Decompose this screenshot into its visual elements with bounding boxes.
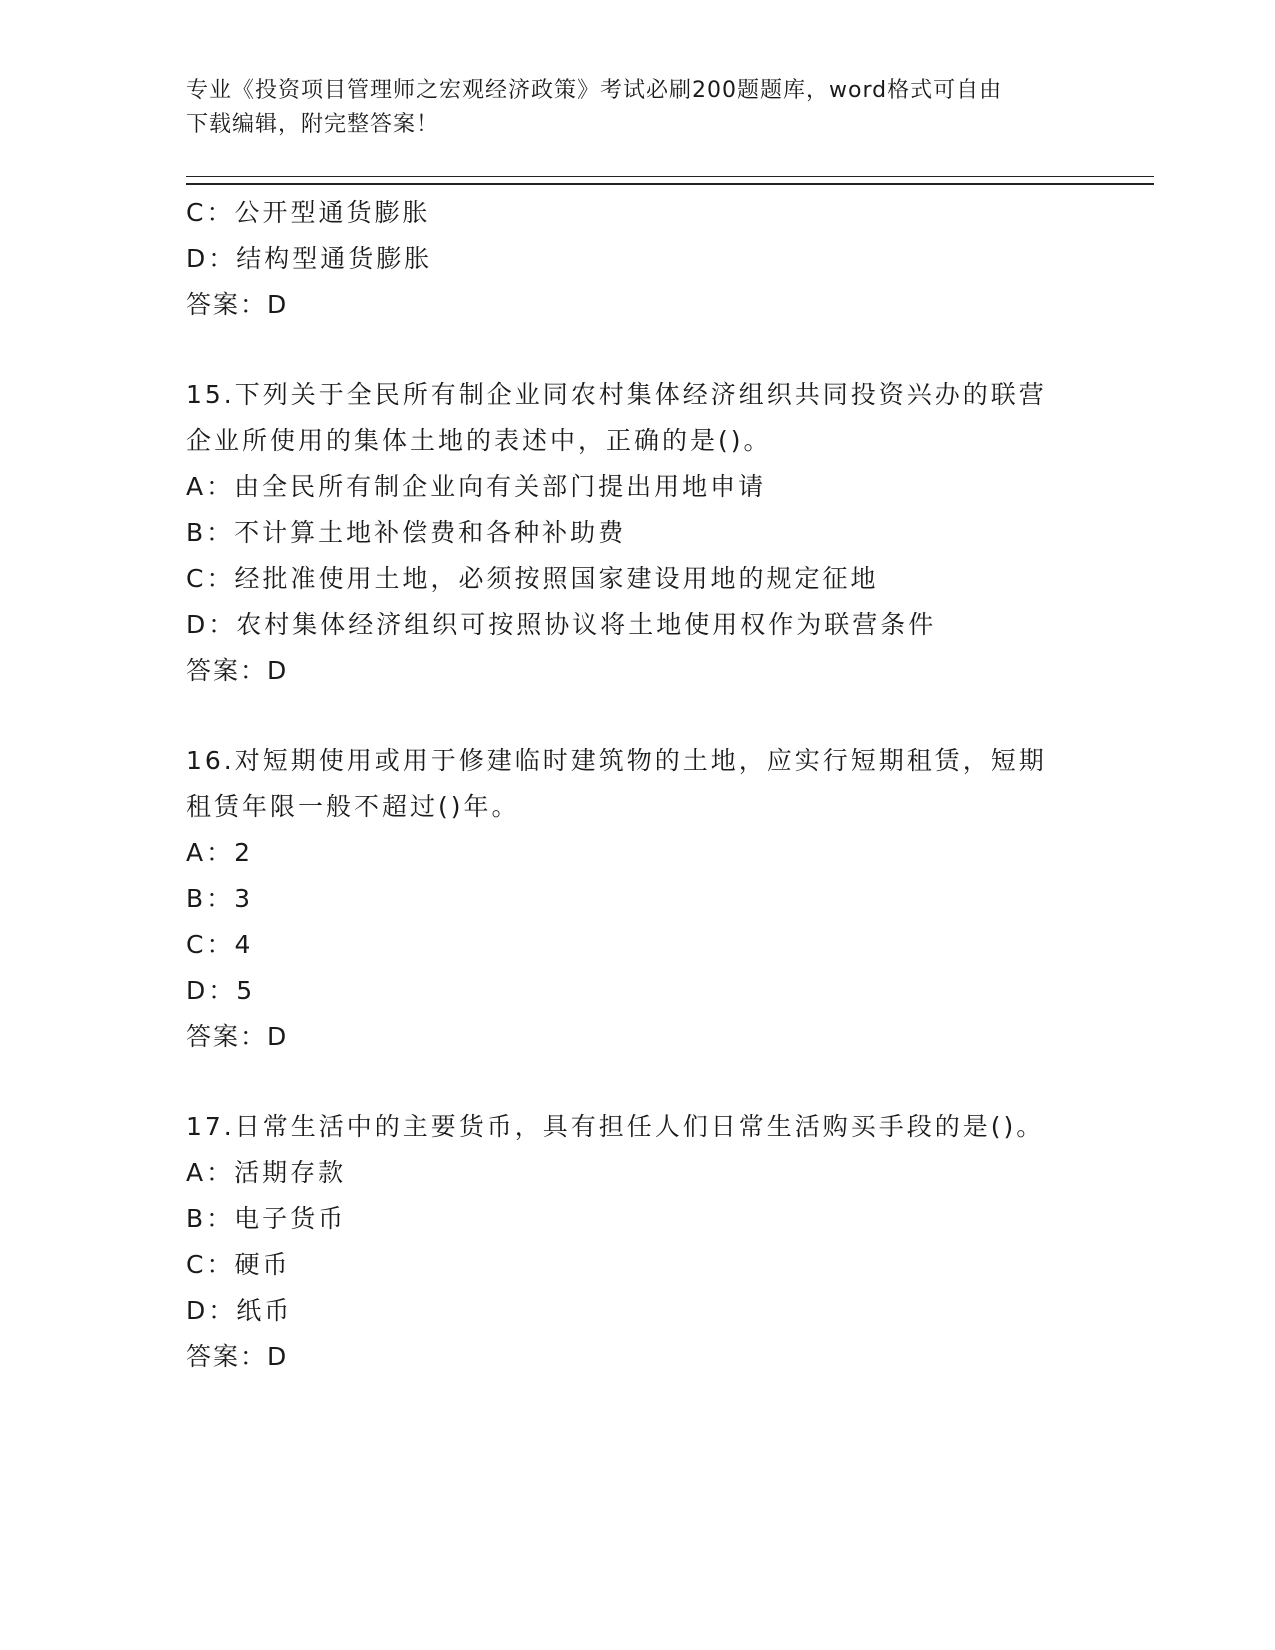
option-d: D：农村集体经济组织可按照协议将土地使用权作为联营条件 (186, 610, 937, 639)
answer-line: 答案：D (186, 1022, 289, 1051)
option-a: A：活期存款 (186, 1158, 347, 1187)
continued-question (186, 190, 1086, 328)
document-header (186, 74, 1066, 142)
option-d: D：5 (186, 976, 256, 1005)
question-text-line: 17.日常生活中的主要货币，具有担任人们日常生活购买手段的是()。 (186, 1112, 1045, 1141)
header-line-2: 下载编辑，附完整答案！ (186, 112, 440, 137)
answer-line: 答案：D (186, 1342, 289, 1371)
option-b: B：3 (186, 884, 254, 913)
question-text-line: 15.下列关于全民所有制企业同农村集体经济组织共同投资兴办的联营 (186, 380, 1047, 409)
answer-line: 答案：D (186, 290, 289, 319)
option-c: C：经批准使用土地，必须按照国家建设用地的规定征地 (186, 564, 879, 593)
question-text-line: 16.对短期使用或用于修建临时建筑物的土地，应实行短期租赁，短期 (186, 746, 1047, 775)
option-a: A：由全民所有制企业向有关部门提出用地申请 (186, 472, 767, 501)
answer-line: 答案：D (186, 656, 289, 685)
question-16 (186, 738, 1086, 1060)
option-b: B：不计算土地补偿费和各种补助费 (186, 518, 627, 547)
option-a: A：2 (186, 838, 254, 867)
option-d: D：纸币 (186, 1296, 293, 1325)
header-divider (186, 176, 1154, 185)
question-17 (186, 1104, 1086, 1380)
option-c: C：硬币 (186, 1250, 291, 1279)
question-text-line: 企业所使用的集体土地的表述中，正确的是()。 (186, 426, 772, 455)
question-content (186, 190, 1086, 1380)
header-line-1: 专业《投资项目管理师之宏观经济政策》考试必刷200题题库，word格式可自由 (186, 78, 1003, 103)
option-c: C：4 (186, 930, 254, 959)
question-15 (186, 372, 1086, 694)
option-c: C：公开型通货膨胀 (186, 198, 431, 227)
question-text-line: 租赁年限一般不超过()年。 (186, 792, 520, 821)
option-b: B：电子货币 (186, 1204, 347, 1233)
option-d: D：结构型通货膨胀 (186, 244, 433, 273)
